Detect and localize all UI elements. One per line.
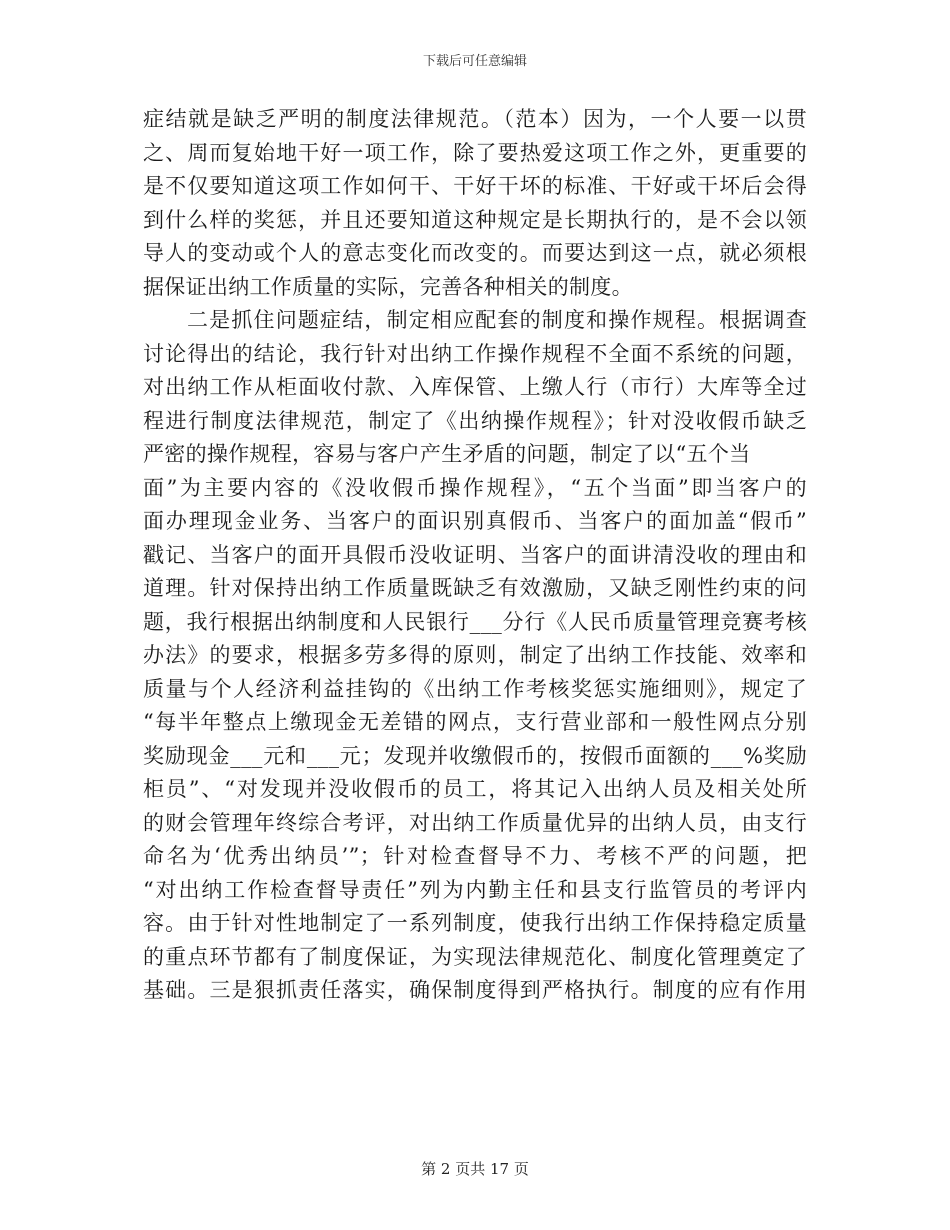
body-line: 的重点环节都有了制度保证，为实现法律规范化、制度化管理奠定了 (143, 944, 807, 969)
body-line: 据保证出纳工作质量的实际，完善各种相关的制度。 (143, 274, 633, 299)
body-line: 到什么样的奖惩，并且还要知道这种规定是长期执行的，是不会以领 (143, 207, 807, 232)
body-line: 导人的变动或个人的意志变化而改变的。而要达到这一点，就必须根 (143, 241, 807, 265)
body-line: 面办理现金业务、当客户的面识别真假币、当客户的面加盖“假币” (143, 509, 807, 533)
page-footer: 第 2 页共 17 页 (421, 1160, 529, 1178)
body-line: 面”为主要内容的《没收假币操作规程》，“五个当面”即当客户的 (143, 475, 807, 500)
body-line: 题，我行根据出纳制度和人民银行___分行《人民币质量管理竞赛考核 (143, 609, 807, 634)
body-line: 讨论得出的结论，我行针对出纳工作操作规程不全面不系统的问题， (143, 341, 807, 366)
body-line: “对出纳工作检查督导责任”列为内勤主任和县支行监管员的考评内 (143, 877, 807, 902)
body-line: 戳记、当客户的面开具假币没收证明、当客户的面讲清没收的理由和 (143, 542, 807, 567)
body-line: 办法》的要求，根据多劳多得的原则，制定了出纳工作技能、效率和 (143, 643, 807, 667)
body-line: 是不仅要知道这项工作如何干、干好干坏的标准、干好或干坏后会得 (143, 174, 807, 198)
body-line: 对出纳工作从柜面收付款、入库保管、上缴人行（市行）大库等全过 (143, 375, 807, 399)
body-line: 症结就是缺乏严明的制度法律规范。（范本）因为，一个人要一以贯 (143, 107, 807, 131)
body-line: 二是抓住问题症结，制定相应配套的制度和操作规程。根据调查 (187, 308, 807, 332)
document-body (143, 103, 807, 1008)
body-line: 严密的操作规程，容易与客户产生矛盾的问题，制定了以“五个当 (143, 442, 751, 466)
body-line: “每半年整点上缴现金无差错的网点，支行营业部和一般性网点分别 (143, 710, 807, 734)
body-line: 的财会管理年终综合考评，对出纳工作质量优异的出纳人员，由支行 (143, 810, 807, 835)
body-line: 基础。三是狠抓责任落实，确保制度得到严格执行。制度的应有作用 (143, 978, 807, 1002)
page-header: 下载后可任意编辑 (422, 54, 527, 69)
body-line: 奖励现金___元和___元；发现并收缴假币的，按假币面额的___%奖励 (143, 743, 807, 768)
body-line: 之、周而复始地干好一项工作，除了要热爱这项工作之外，更重要的 (143, 140, 807, 165)
body-line: 程进行制度法律规范，制定了《出纳操作规程》；针对没收假币缺乏 (143, 408, 807, 433)
body-line: 道理。针对保持出纳工作质量既缺乏有效激励，又缺乏刚性约束的问 (143, 576, 807, 600)
body-line: 柜员”、“对发现并没收假币的员工，将其记入出纳人员及相关处所 (143, 777, 807, 801)
body-line: 命名为‘优秀出纳员’”；针对检查督导不力、考核不严的问题，把 (143, 844, 807, 868)
body-line: 质量与个人经济利益挂钩的《出纳工作考核奖惩实施细则》，规定了 (143, 676, 807, 701)
body-line: 容。由于针对性地制定了一系列制度，使我行出纳工作保持稳定质量 (143, 911, 807, 935)
